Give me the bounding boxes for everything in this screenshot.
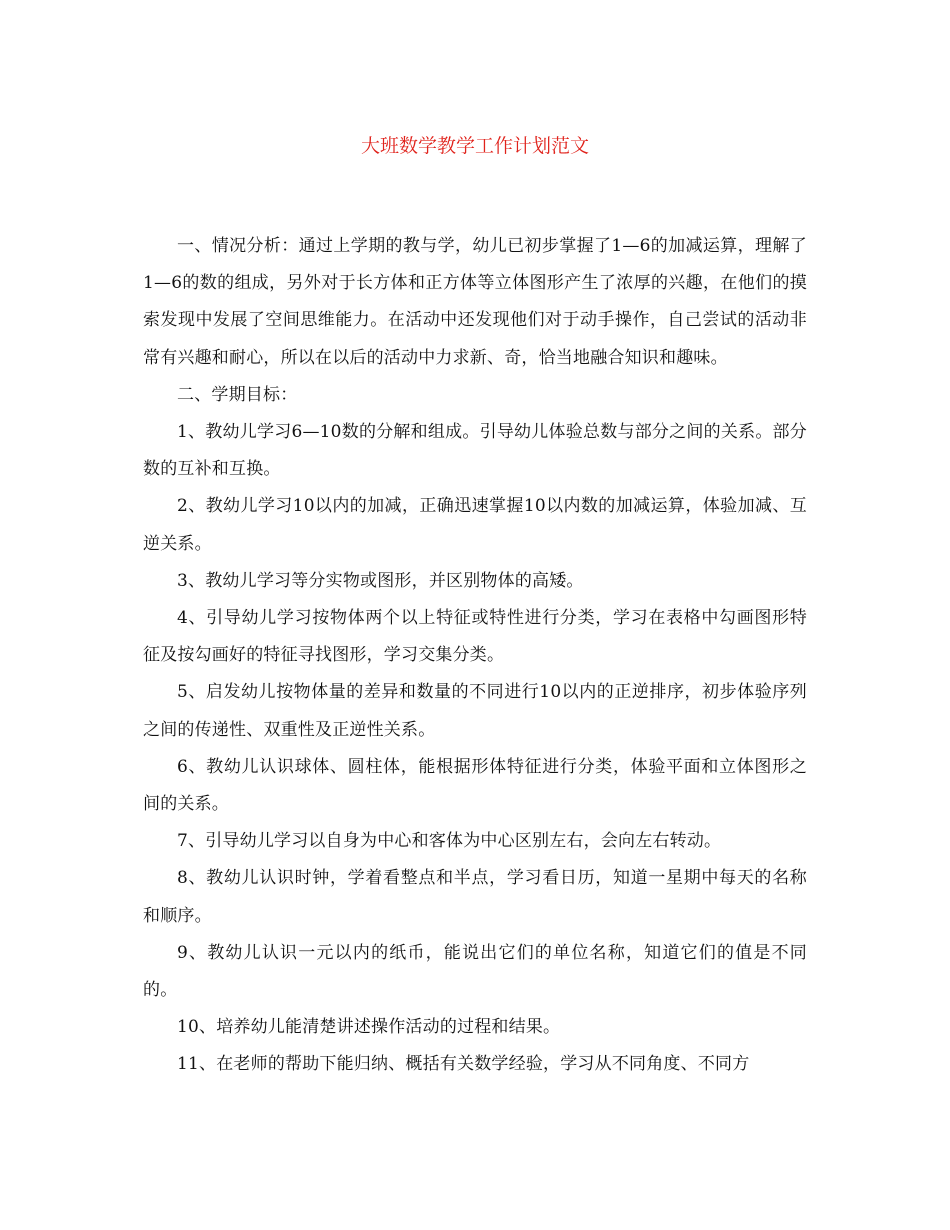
- paragraph-goal-2: 2、教幼儿学习10以内的加减，正确迅速掌握10以内数的加减运算，体验加减、互逆关系。: [143, 496, 807, 554]
- paragraph-goal-7: 7、引导幼儿学习以自身为中心和客体为中心区别左右，会向左右转动。: [177, 831, 722, 852]
- paragraph-goal-6: 6、教幼儿认识球体、圆柱体，能根据形体特征进行分类，体验平面和立体图形之间的关系。: [143, 756, 807, 815]
- paragraph-goal-4: 4、引导幼儿学习按物体两个以上特征或特性进行分类，学习在表格中勾画图形特征及按勾画好的特征寻找图形，学习交集分类。: [143, 608, 807, 666]
- paragraph-situation-analysis: 一、情况分析：通过上学期的教与学，幼儿已初步掌握了1—6的加减运算，理解了1—6的数的组成，另外对于长方体和正方体等立体图形产生了浓厚的兴趣，在他们的摸索发现中发展了空间思维能力。在活动中还发现他们对于动手操作，自己尝试的活动非常有兴趣和耐心，所以在以后的活动中力求新、奇，恰当地融合知识和趣味。: [143, 236, 807, 368]
- paragraph-semester-goals-heading: 二、学期目标：: [177, 384, 298, 405]
- document-body: [143, 228, 807, 1084]
- paragraph-goal-3: 3、教幼儿学习等分实物或图形，并区别物体的高矮。: [177, 570, 584, 591]
- document-title: 大班数学教学工作计划范文: [360, 135, 589, 157]
- paragraph-goal-5: 5、启发幼儿按物体量的差异和数量的不同进行10以内的正逆排序，初步体验序列之间的传递性、双重性及正逆性关系。: [143, 682, 807, 740]
- paragraph-goal-11: 11、在老师的帮助下能归纳、概括有关数学经验，学习从不同角度、不同方: [177, 1054, 750, 1075]
- paragraph-goal-9: 9、教幼儿认识一元以内的纸币，能说出它们的单位名称，知道它们的值是不同的。: [143, 942, 807, 1001]
- paragraph-goal-1: 1、教幼儿学习6—10数的分解和组成。引导幼儿体验总数与部分之间的关系。部分数的互补和互换。: [143, 422, 807, 480]
- paragraph-goal-10: 10、培养幼儿能清楚讲述操作活动的过程和结果。: [177, 1017, 561, 1038]
- paragraph-goal-8: 8、教幼儿认识时钟，学着看整点和半点，学习看日历，知道一星期中每天的名称和顺序。: [143, 868, 807, 926]
